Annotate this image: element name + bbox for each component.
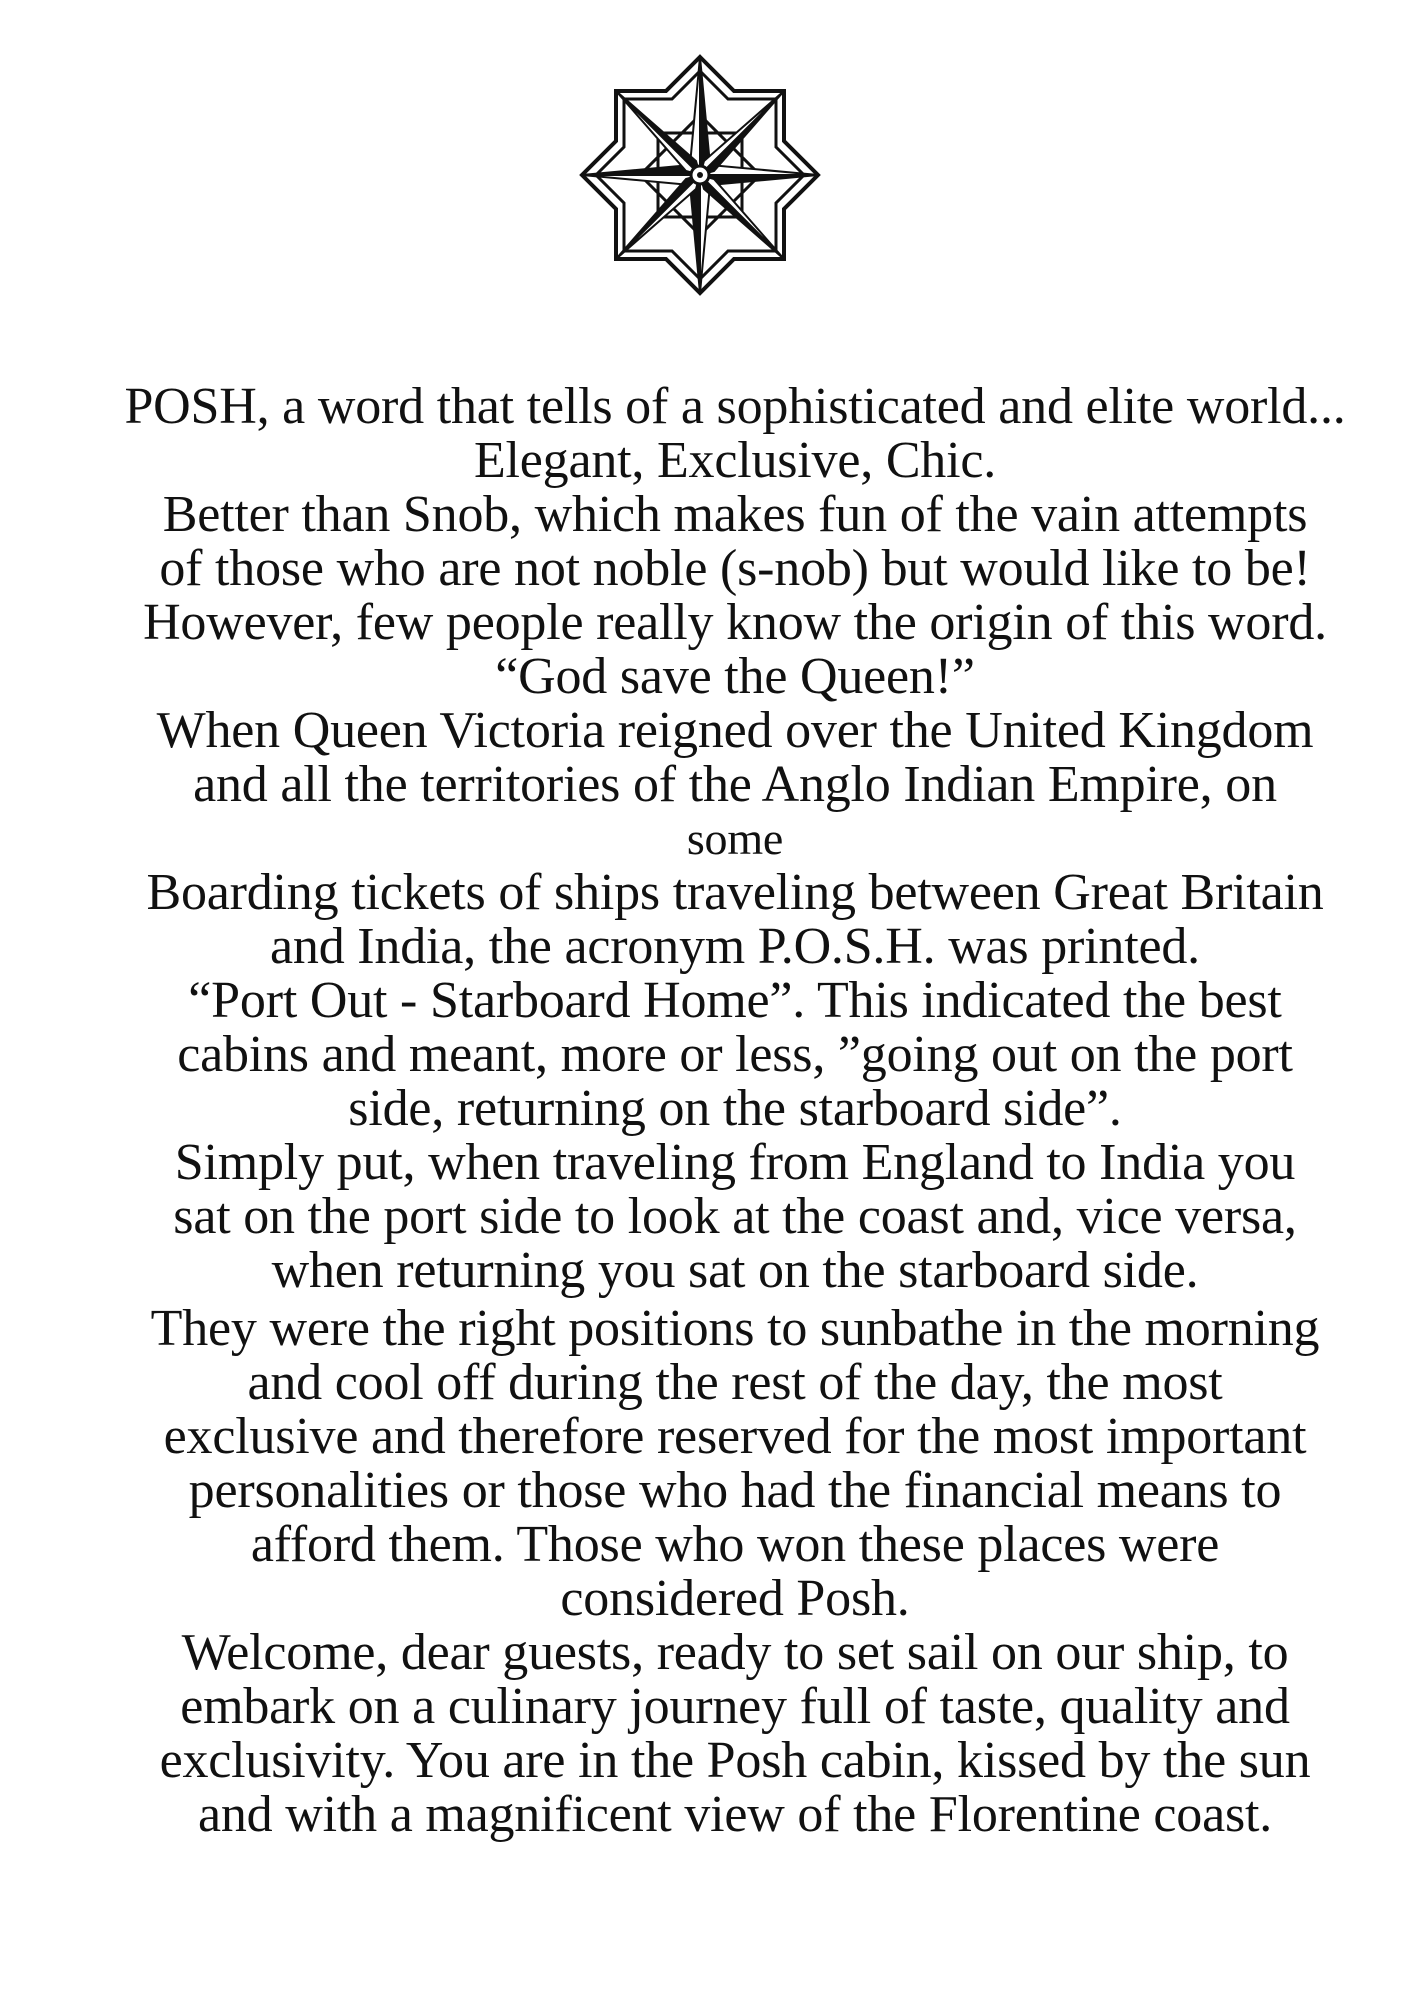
text-line: exclusivity. You are in the Posh cabin, kissed by the sun [159,1732,1311,1789]
text-line: sat on the port side to look at the coast and, vice versa, [173,1188,1297,1245]
text-line: of those who are not noble (s-nob) but would like to be! [159,540,1311,597]
text-line: some [686,813,784,864]
text-line: “God save the Queen!” [495,648,975,705]
text-line: and all the territories of the Anglo Indian Empire, on [193,756,1277,813]
text-line: and India, the acronym P.O.S.H. was printed. [270,918,1200,975]
text-line: embark on a culinary journey full of taste, quality and [180,1678,1290,1735]
text-line: They were the right positions to sunbathe in the morning [150,1300,1320,1357]
text-line: personalities or those who had the financial means to [188,1462,1282,1519]
text-line: POSH, a word that tells of a sophisticated and elite world... [124,378,1346,435]
text-line: exclusive and therefore reserved for the most important [163,1408,1307,1465]
text-line: when returning you sat on the starboard side. [271,1242,1199,1299]
text-line: and cool off during the rest of the day, the most [247,1354,1223,1411]
text-line: Simply put, when traveling from England to India you [174,1134,1296,1191]
compass-rose-graphic [575,50,825,300]
text-line: considered Posh. [560,1570,910,1627]
text-line: Welcome, dear guests, ready to set sail on our ship, to [181,1624,1289,1681]
compass-rose-icon [575,50,825,300]
text-line: Boarding tickets of ships traveling between Great Britain [146,864,1324,921]
posh-story-text [85,380,1385,1842]
text-line: afford them. Those who won these places were [250,1516,1220,1573]
text-line: “Port Out - Starboard Home”. This indicated the best [188,972,1282,1029]
text-line: Elegant, Exclusive, Chic. [473,432,997,489]
text-line: cabins and meant, more or less, ”going out on the port [177,1026,1293,1083]
text-line: However, few people really know the origin of this word. [143,594,1327,651]
text-line: When Queen Victoria reigned over the United Kingdom [156,702,1314,759]
text-line: side, returning on the starboard side”. [348,1080,1122,1137]
text-line: and with a magnificent view of the Florentine coast. [197,1786,1273,1843]
text-line: Better than Snob, which makes fun of the vain attempts [162,486,1308,543]
